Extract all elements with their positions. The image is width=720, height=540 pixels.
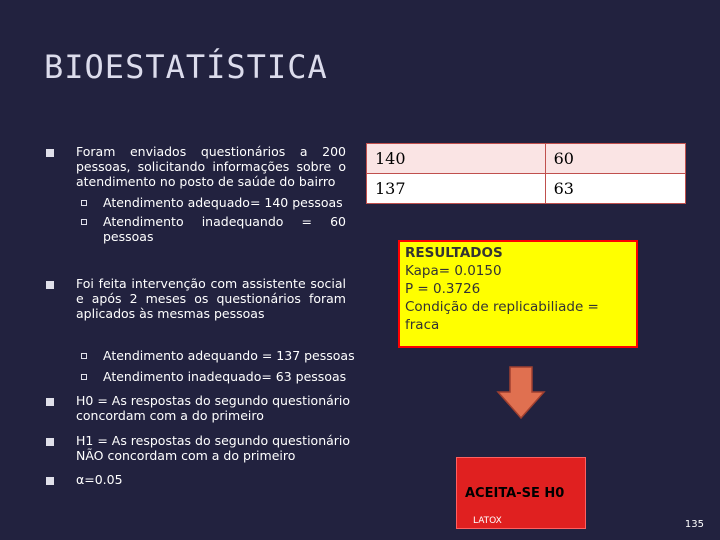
decision-text: ACEITA-SE H0 — [465, 486, 565, 501]
bullet-marker — [46, 398, 54, 406]
bullet-text-questionnaire: Foram enviados questionários a 200 pessoas, solicitando informações sobre o atendimento no posto de saúde do bairro — [76, 144, 346, 189]
results-box — [398, 240, 638, 348]
bullet-marker — [46, 281, 54, 289]
bullet-marker — [46, 149, 54, 157]
hypothesis-h1: H1 = As respostas do segundo questionário NÃO concordam com a do primeiro — [76, 433, 351, 463]
down-arrow-icon — [496, 366, 546, 420]
sub-bullet-text: Atendimento inadequado= 63 pessoas — [103, 369, 347, 384]
sub-bullet-text: Atendimento adequando = 137 pessoas — [103, 348, 355, 363]
table-row — [367, 174, 686, 204]
table-cell: 137 — [367, 174, 546, 204]
sub-bullet-marker — [81, 374, 87, 380]
bullet-text-intervention: Foi feita intervenção com assistente social e após 2 meses os questionários foram aplicados às mesmas pessoas — [76, 276, 346, 321]
alpha-level: α=0.05 — [76, 472, 123, 487]
results-heading: RESULTADOS — [405, 245, 503, 261]
sub-bullet-text: Atendimento adequado= 140 pessoas — [103, 195, 343, 210]
sub-bullet-marker — [81, 219, 87, 225]
p-value: P = 0.3726 — [405, 281, 481, 297]
decision-box — [456, 457, 586, 529]
slide-title: BIOESTATÍSTICA — [44, 48, 328, 86]
table-cell: 140 — [367, 144, 546, 174]
bullet-marker — [46, 477, 54, 485]
kappa-value: Kapa= 0.0150 — [405, 263, 502, 279]
sub-bullet-marker — [81, 200, 87, 206]
hypothesis-h0: H0 = As respostas do segundo questionário concordam com a do primeiro — [76, 393, 351, 423]
table-row — [367, 144, 686, 174]
replicability-conclusion: Condição de replicabiliade = fraca — [405, 299, 599, 333]
page-number: 135 — [684, 519, 704, 530]
table-cell: 63 — [545, 174, 685, 204]
bullet-marker — [46, 438, 54, 446]
sub-bullet-marker — [81, 353, 87, 359]
contingency-table — [366, 143, 686, 204]
sub-bullet-text: Atendimento inadequando = 60 pessoas — [103, 214, 346, 244]
table-cell: 60 — [545, 144, 685, 174]
decision-footnote: LATOX — [473, 516, 502, 526]
